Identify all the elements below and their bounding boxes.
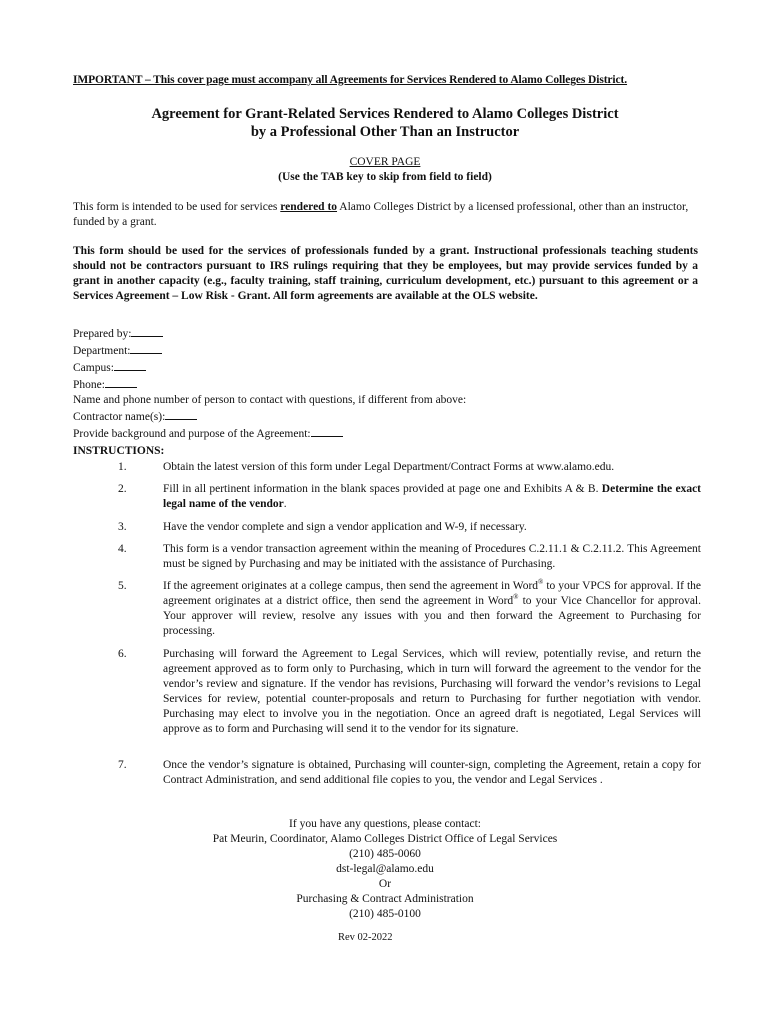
- background-label: Provide background and purpose of the Agreement:: [73, 428, 311, 440]
- step-text: Have the vendor complete and sign a vendor application and W-9, if necessary.: [163, 521, 527, 533]
- campus-input[interactable]: [114, 359, 146, 371]
- registered-mark: ®: [513, 593, 519, 602]
- step-number: 4.: [118, 543, 127, 555]
- phone-input[interactable]: [105, 376, 137, 388]
- step-text-bold: Determine the exact legal name of the vendor: [163, 483, 702, 510]
- contractor-field[interactable]: [73, 408, 703, 425]
- contact-or: Or: [378, 878, 392, 890]
- step-text-tail: .: [283, 498, 287, 510]
- step-text: This form is a vendor transaction agreement within the meaning of Procedures C.2.11.1 & C.2.11.2. This Agreement must be signed by Purchasing and may be initiated with the assistance of Purchasing.: [163, 543, 701, 570]
- step-text: Once the vendor’s signature is obtained, Purchasing will counter-sign, completing the Agreement, retain a copy for Contract Administration, and send additional file copies to you, the vendor and Legal Services .: [163, 759, 701, 786]
- step-text: Purchasing will forward the Agreement to Legal Services, which will review, potentially revise, and return the agreement approved as to form only to Purchasing, which in turn will forward the agreement to the vendor for the vendor’s review and signature. If the vendor has revisions, Purchasing will forward the vendor’s revisions to Legal Services for review, potential counter-proposals and return to Purchasing for further negotiation with vendor. Purchasing may elect to involve you in the negotiation. Once an agreed draft is negotiated, Legal Services will approve as to form and Purchasing will send it to the vendor for its signature.: [163, 648, 701, 735]
- step-number: 2.: [118, 483, 127, 495]
- contractor-input[interactable]: [165, 408, 197, 420]
- intro-text-before: This form is intended to be used for services: [73, 201, 281, 213]
- revision-label: Rev 02-2022: [338, 932, 393, 943]
- contact-phone-legal: (210) 485-0060: [349, 848, 421, 860]
- prepared-by-field[interactable]: [73, 325, 703, 342]
- contact-phone-purchasing: (210) 485-0100: [349, 908, 421, 920]
- step-text-b: to your VPCS for approval. If the agreement originates at a district office, then send the agreement in Word: [163, 580, 702, 607]
- prepared-by-input[interactable]: [131, 325, 163, 337]
- intro-underlined: rendered to: [280, 201, 338, 213]
- phone-label: Phone:: [73, 379, 105, 391]
- step-text-a: If the agreement originates at a college campus, then send the agreement in Word: [163, 580, 539, 592]
- instruction-step: [73, 758, 701, 788]
- step-text-plain: Fill in all pertinent information in the blank spaces provided at page one and Exhibits A & B.: [163, 483, 602, 495]
- instruction-step: [73, 520, 701, 535]
- campus-field[interactable]: [73, 359, 703, 376]
- contractor-label: Contractor name(s):: [73, 411, 166, 423]
- contact-email[interactable]: dst-legal@alamo.edu: [336, 863, 434, 875]
- instructions-heading: INSTRUCTIONS:: [73, 445, 165, 457]
- step-number: 1.: [118, 461, 127, 473]
- grant-usage-paragraph: This form should be used for the services of professionals funded by a grant. Instructional professionals teaching students should not be contractors pursuant to IRS rulings requiring that they be employees, but may provide services funded by a grant in another capacity (e.g., faculty training, staff training, curriculum development, etc.) pursuant to this agreement or a Services Agreement – Low Risk - Grant. All form agreements are available at the OLS website.: [73, 245, 698, 302]
- instruction-step: [73, 579, 701, 639]
- background-input[interactable]: [311, 425, 343, 437]
- notice-banner: IMPORTANT – This cover page must accompany all Agreements for Services Rendered to Alamo Colleges District.: [73, 74, 628, 86]
- title-line-1: Agreement for Grant-Related Services Rendered to Alamo Colleges District: [151, 106, 619, 122]
- background-field[interactable]: [73, 425, 703, 442]
- step-number: 3.: [118, 521, 127, 533]
- form-fields: [73, 325, 703, 442]
- campus-label: Campus:: [73, 362, 114, 374]
- contact-person: Pat Meurin, Coordinator, Alamo Colleges District Office of Legal Services: [212, 833, 558, 845]
- cover-page-heading: [60, 155, 710, 185]
- contact-block: [60, 817, 710, 922]
- step-text-c: to your Vice Chancellor for approval. Your approver will review, resolve any issues with you and then forward the Agreement to Purchasing for processing.: [163, 595, 702, 637]
- step-number: 6.: [118, 648, 127, 660]
- prepared-by-label: Prepared by:: [73, 328, 132, 340]
- department-label: Department:: [73, 345, 131, 357]
- registered-mark: ®: [538, 578, 544, 587]
- instruction-step: [73, 482, 701, 512]
- tab-key-note: (Use the TAB key to skip from field to field): [278, 171, 492, 183]
- department-field[interactable]: [73, 342, 703, 359]
- intro-paragraph: [73, 200, 703, 230]
- contact-note: Name and phone number of person to contact with questions, if different from above:: [73, 394, 467, 406]
- department-input[interactable]: [130, 342, 162, 354]
- cover-page-label: COVER PAGE: [349, 156, 421, 168]
- phone-field[interactable]: [73, 376, 703, 393]
- instruction-step: [73, 542, 701, 572]
- step-text: [163, 579, 701, 639]
- contact-purchasing: Purchasing & Contract Administration: [296, 893, 474, 905]
- intro-text-after: Alamo Colleges District by a licensed professional, other than an instructor, funded by a grant.: [73, 201, 689, 228]
- step-text: Obtain the latest version of this form under Legal Department/Contract Forms at www.alamo.edu.: [163, 461, 615, 473]
- document-title: [60, 105, 710, 141]
- instruction-step: [73, 647, 701, 737]
- contact-intro: If you have any questions, please contact:: [289, 818, 481, 830]
- instruction-step: [73, 460, 701, 475]
- title-line-2: by a Professional Other Than an Instructor: [250, 124, 520, 140]
- step-number: 7.: [118, 759, 127, 771]
- step-number: 5.: [118, 580, 127, 592]
- step-text: [163, 482, 701, 512]
